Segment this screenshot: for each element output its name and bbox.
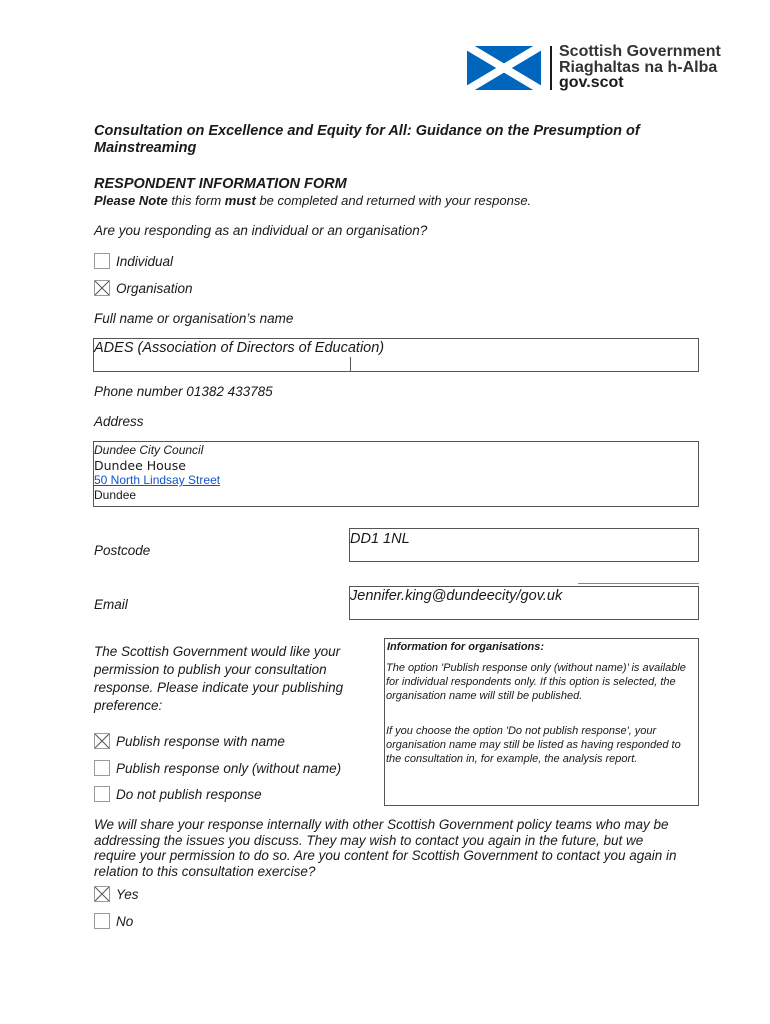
phone-label: Phone number 01382 433785 bbox=[94, 384, 273, 399]
email-label: Email bbox=[94, 597, 128, 612]
postcode-field[interactable] bbox=[349, 528, 699, 562]
publish-with-name-checkbox[interactable] bbox=[94, 733, 110, 749]
note-emphasis: must bbox=[224, 193, 256, 208]
note-text-2: be completed and returned with your response. bbox=[255, 193, 532, 208]
name-value: ADES (Association of Directors of Education) bbox=[94, 340, 385, 356]
postcode-label: Postcode bbox=[94, 543, 151, 558]
document-title: Consultation on Excellence and Equity for All: Guidance on the Presumption of Mainstreaming bbox=[94, 123, 640, 156]
note-lead: Please Note bbox=[94, 193, 168, 208]
publish-with-name-label: Publish response with name bbox=[116, 734, 285, 749]
name-field-divider bbox=[350, 357, 351, 372]
individual-label: Individual bbox=[116, 254, 174, 269]
address-line-4: Dundee bbox=[94, 488, 137, 502]
logo-divider bbox=[550, 46, 552, 90]
contact-no-label: No bbox=[116, 914, 134, 929]
name-field[interactable] bbox=[93, 338, 699, 372]
organisation-label: Organisation bbox=[116, 281, 193, 296]
do-not-publish-label: Do not publish response bbox=[116, 787, 262, 802]
address-field[interactable] bbox=[93, 441, 699, 507]
form-heading: RESPONDENT INFORMATION FORM bbox=[94, 176, 347, 192]
email-field[interactable] bbox=[349, 586, 699, 620]
form-note bbox=[94, 193, 531, 208]
publish-without-name-label: Publish response only (without name) bbox=[116, 761, 342, 776]
address-line-3-link[interactable]: 50 North Lindsay Street bbox=[94, 473, 221, 487]
contact-yes-label: Yes bbox=[116, 887, 139, 902]
logo-text bbox=[559, 44, 721, 91]
logo-line-2: Riaghaltas na h-Alba bbox=[559, 58, 718, 76]
email-top-rule bbox=[578, 583, 699, 584]
address-line-2: Dundee House bbox=[94, 458, 186, 473]
organisation-info-box bbox=[384, 638, 699, 806]
info-paragraph-2: If you choose the option 'Do not publish response', your organisation name may still be listed as having responded to the consultation in, for example, the analysis report. bbox=[386, 725, 681, 765]
scottish-government-logo bbox=[467, 44, 737, 92]
respondent-type-question: Are you responding as an individual or an organisation? bbox=[94, 223, 428, 238]
email-value: Jennifer.king@dundeecity/gov.uk bbox=[350, 588, 563, 604]
address-line-1: Dundee City Council bbox=[94, 443, 204, 457]
contact-no-checkbox[interactable] bbox=[94, 913, 110, 929]
publish-question: The Scottish Government would like your permission to publish your consultation response. Please indicate your publishing preference: bbox=[94, 644, 344, 713]
info-title: Information for organisations: bbox=[387, 641, 545, 653]
name-label: Full name or organisation’s name bbox=[94, 311, 294, 326]
cross-mark-icon bbox=[95, 734, 109, 748]
individual-checkbox[interactable] bbox=[94, 253, 110, 269]
info-paragraph-1: The option 'Publish response only (without name)’ is available for individual respondents only. If this option is selected, the organisation name will still be published. bbox=[386, 662, 686, 702]
postcode-value: DD1 1NL bbox=[350, 531, 410, 547]
contact-question: We will share your response internally with other Scottish Government policy teams who may be addressing the issues you discuss. They may wish to contact you again in the future, but we require your permission to do so. Are you content for Scottish Government to contact you again in relation to this consultation exercise? bbox=[94, 817, 677, 879]
do-not-publish-checkbox[interactable] bbox=[94, 786, 110, 802]
cross-mark-icon bbox=[95, 887, 109, 901]
logo-line-1: Scottish Government bbox=[559, 44, 721, 60]
cross-mark-icon bbox=[95, 281, 109, 295]
note-text-1: this form bbox=[167, 193, 225, 208]
saltire-flag-icon bbox=[467, 46, 541, 90]
logo-line-3: gov.scot bbox=[559, 74, 624, 91]
contact-yes-checkbox[interactable] bbox=[94, 886, 110, 902]
publish-without-name-checkbox[interactable] bbox=[94, 760, 110, 776]
organisation-checkbox[interactable] bbox=[94, 280, 110, 296]
address-label: Address bbox=[94, 414, 144, 429]
